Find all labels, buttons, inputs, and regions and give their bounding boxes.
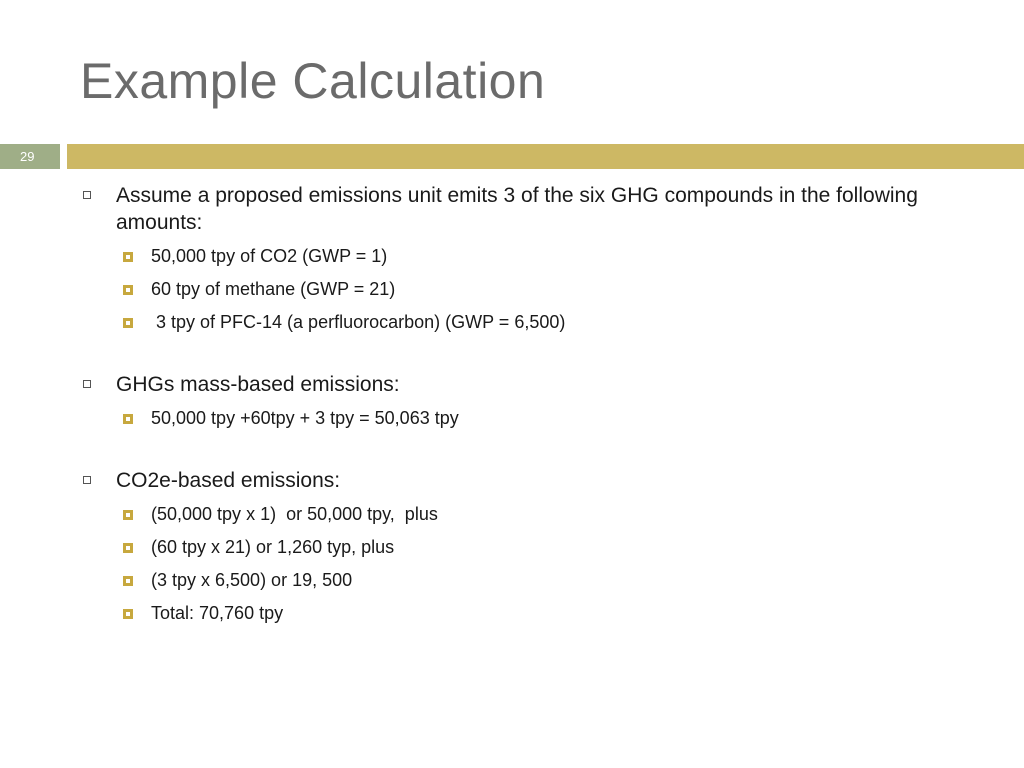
- bullet-assume: [80, 182, 980, 236]
- sub-bullet-text: 3 tpy of PFC-14 (a perfluorocarbon) (GWP = 6,500): [151, 312, 566, 332]
- slide-content: [80, 182, 980, 630]
- sub-bullet: [80, 402, 980, 435]
- sub-bullet-text: 50,000 tpy of CO2 (GWP = 1): [151, 246, 388, 266]
- sub-bullet: [80, 240, 980, 273]
- sub-bullet-text: 60 tpy of methane (GWP = 21): [151, 279, 396, 299]
- sub-list-amounts: [80, 240, 980, 339]
- square-bullet-icon: [123, 414, 133, 424]
- sub-bullet: [80, 531, 980, 564]
- sub-bullet: [80, 306, 980, 339]
- bullet-text: Assume a proposed emissions unit emits 3 of the six GHG compounds in the following amounts:: [116, 184, 918, 234]
- square-bullet-icon: [123, 252, 133, 262]
- page-number: 29: [0, 144, 60, 169]
- bullet-co2e-based: [80, 467, 980, 494]
- sub-bullet-text: (60 tpy x 21) or 1,260 typ, plus: [151, 537, 395, 557]
- sub-bullet: [80, 273, 980, 306]
- square-bullet-icon: [123, 609, 133, 619]
- bullet-text: CO2e-based emissions:: [116, 469, 341, 492]
- hollow-square-bullet-icon: [83, 476, 91, 484]
- square-bullet-icon: [123, 510, 133, 520]
- bullet-mass-based: [80, 371, 980, 398]
- sub-bullet: [80, 564, 980, 597]
- square-bullet-icon: [123, 576, 133, 586]
- sub-list-co2e: [80, 498, 980, 630]
- hollow-square-bullet-icon: [83, 191, 91, 199]
- sub-bullet-text: Total: 70,760 tpy: [151, 603, 284, 623]
- sub-bullet-text: (3 tpy x 6,500) or 19, 500: [151, 570, 353, 590]
- sub-bullet: [80, 498, 980, 531]
- hollow-square-bullet-icon: [83, 380, 91, 388]
- square-bullet-icon: [123, 318, 133, 328]
- slide-title: Example Calculation: [80, 53, 546, 109]
- sub-list-mass: [80, 402, 980, 435]
- sub-bullet-text: (50,000 tpy x 1) or 50,000 tpy, plus: [151, 504, 438, 524]
- sub-bullet: [80, 597, 980, 630]
- sub-bullet-text: 50,000 tpy +60tpy + 3 tpy = 50,063 tpy: [151, 408, 459, 428]
- accent-band: [67, 144, 1024, 169]
- bullet-text: GHGs mass-based emissions:: [116, 373, 400, 396]
- square-bullet-icon: [123, 543, 133, 553]
- square-bullet-icon: [123, 285, 133, 295]
